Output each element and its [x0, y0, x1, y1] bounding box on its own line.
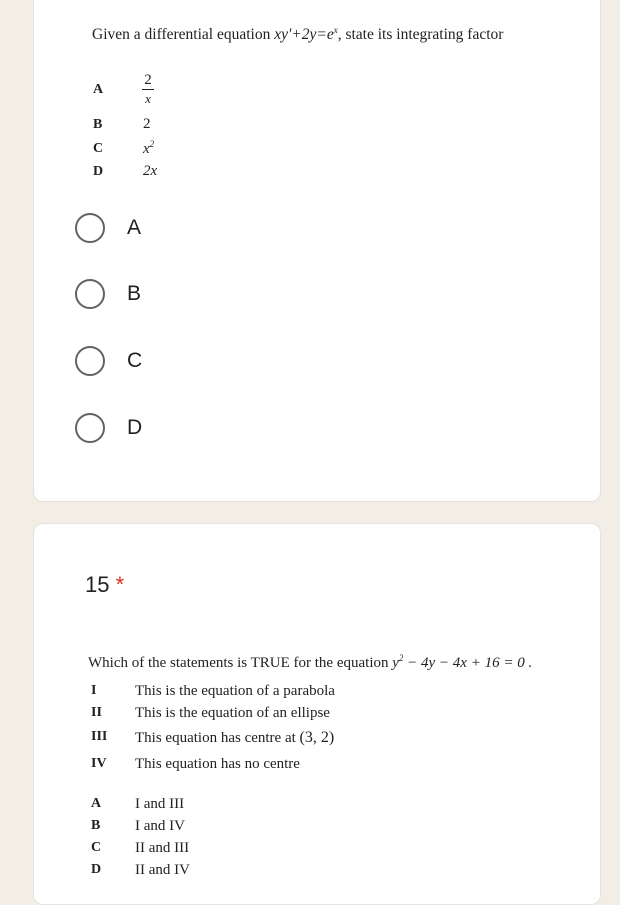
option-letter-d: D — [93, 164, 104, 179]
radio-button[interactable] — [75, 346, 105, 376]
option-value-c — [143, 141, 154, 158]
q15-option-letter-a: A — [91, 796, 102, 811]
option-c-exponent: 2 — [149, 139, 155, 149]
radio-button[interactable] — [75, 413, 105, 443]
statement-text-ii: This is the equation of an ellipse — [135, 705, 330, 721]
q15-option-text-d: II and IV — [135, 862, 190, 878]
q15-option-letter-b: B — [91, 818, 101, 833]
statement-numeral-ii: II — [91, 705, 102, 720]
q15-option-text-b: I and IV — [135, 818, 185, 834]
radio-button[interactable] — [75, 279, 105, 309]
radio-label: D — [127, 416, 143, 439]
fraction-bar — [142, 89, 154, 90]
equation — [274, 26, 338, 43]
statement-numeral-iii: III — [91, 729, 108, 744]
fraction-numerator: 2 — [144, 72, 152, 88]
question-prompt-15 — [88, 655, 532, 672]
equation-variable: y — [392, 655, 399, 671]
option-letter-c: C — [93, 141, 104, 156]
equation-rest: − 4y − 4x + 16 = 0 . — [403, 655, 533, 671]
statement-numeral-i: I — [91, 683, 97, 698]
required-asterisk: * — [115, 572, 125, 597]
option-value-b: 2 — [143, 116, 151, 132]
radio-label: A — [127, 216, 142, 239]
question-prompt — [92, 26, 503, 44]
equation-text: xy'+2y=e — [274, 26, 334, 43]
radio-label: C — [127, 349, 143, 372]
radio-button[interactable] — [75, 213, 105, 243]
centre-coordinates: (3, 2) — [299, 729, 335, 746]
option-value-a — [140, 72, 156, 107]
option-letter-b: B — [93, 117, 103, 132]
radio-choice-d[interactable] — [75, 411, 142, 445]
radio-label: B — [127, 282, 142, 305]
q15-option-text-a: I and III — [135, 796, 185, 812]
question-number — [85, 572, 124, 598]
radio-choice-b[interactable] — [75, 277, 141, 311]
equation-exponent: 2 — [398, 653, 404, 663]
radio-choice-a[interactable] — [75, 211, 141, 245]
statement-text-iv: This equation has no centre — [135, 756, 300, 772]
prompt-text: Given a differential equation — [92, 26, 275, 43]
statement-numeral-iv: IV — [91, 756, 107, 771]
q15-option-letter-c: C — [91, 840, 102, 855]
q15-option-letter-d: D — [91, 862, 102, 877]
question-number-text: 15 — [85, 572, 110, 597]
equation-exponent: x — [333, 25, 338, 35]
statement-text-i: This is the equation of a parabola — [135, 683, 335, 699]
equation — [392, 655, 532, 671]
fraction-denominator: x — [145, 91, 151, 106]
prompt-text-end: , state its integrating factor — [337, 26, 504, 43]
radio-choice-c[interactable] — [75, 344, 142, 378]
option-c-base: x — [143, 141, 150, 157]
statement-text: This equation has centre at — [135, 730, 296, 746]
prompt-text: Which of the statements is TRUE for the equation — [88, 655, 393, 671]
option-value-d: 2x — [143, 163, 158, 179]
statement-text-iii — [135, 729, 334, 747]
option-letter-a: A — [93, 82, 104, 97]
q15-option-text-c: II and III — [135, 840, 190, 856]
